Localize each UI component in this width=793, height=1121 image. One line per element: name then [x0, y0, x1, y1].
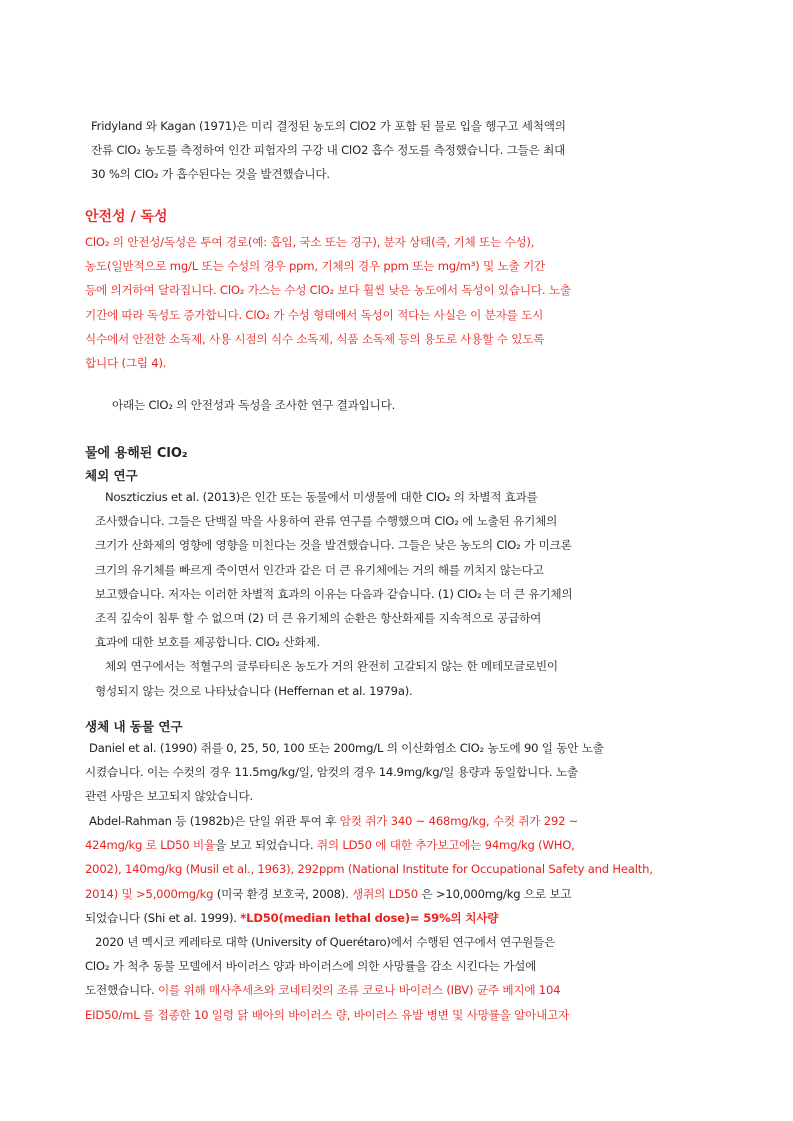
text-run: (미국 환경 보호국, 2008). — [213, 886, 353, 901]
text-line: EID50/mL 를 접종한 10 일령 닭 배아의 바이러스 량, 바이러스 유발 병변 및 사망률을 알아내고자 — [85, 1007, 570, 1022]
safety-paragraph — [85, 230, 699, 375]
text-line: 조사했습니다. 그들은 단백질 막을 사용하여 관류 연구를 수행했으며 ClO₂ 에 노출된 유기체의 — [95, 514, 558, 529]
text-line: Noszticzius et al. (2013)은 인간 또는 동물에서 미생물에 대한 ClO₂ 의 차별적 효과를 — [105, 490, 538, 504]
text-line: 조직 깊숙이 침투 할 수 없으며 (2) 더 큰 유기체의 순환은 항산화제를 지속적으로 공급하여 — [95, 611, 542, 626]
text-run: 을 보고 되었습니다. — [214, 838, 317, 853]
text-line: 크기가 산화제의 영향에 영향을 미친다는 것을 발견했습니다. 그들은 낮은 농도의 ClO₂ 가 미크론 — [95, 538, 572, 553]
in-vitro-paragraph — [85, 485, 699, 703]
text-line: 보고했습니다. 저자는 이러한 차별적 효과의 이유는 다음과 같습니다. (1) ClO₂ 는 더 큰 유기체의 — [95, 586, 573, 601]
intro-paragraph — [85, 114, 699, 187]
text-run: Abdel-Rahman 등 (1982b)은 단일 위관 투여 후 — [89, 814, 340, 828]
text-line: ClO₂ 의 안전성/독성은 투여 경로(예: 흡입, 국소 또는 경구), 분자 상태(즉, 기체 또는 수성), — [85, 235, 535, 249]
text-line: 등에 의거하여 달라집니다. ClO₂ 가스는 수성 ClO₂ 보다 훨씬 낮은 농도에서 독성이 있습니다. 노출 — [85, 283, 571, 298]
text-line: 관련 사망은 보고되지 않았습니다. — [85, 789, 253, 804]
text-run: 되었습니다 (Shi et al. 1999). — [85, 910, 241, 925]
text-line: 식수에서 안전한 소독제, 사용 시점의 식수 소독제, 식품 소독제 등의 용도로 사용할 수 있도록 — [85, 331, 545, 346]
highlighted-text: 424mg/kg 로 LD50 비율 — [85, 838, 215, 853]
text-line — [85, 978, 699, 1002]
highlighted-text: 쥐의 LD50 에 대한 추가보고에는 94mg/kg (WHO, — [316, 838, 575, 853]
results-intro — [112, 393, 692, 417]
queretaro-paragraph — [85, 930, 699, 1027]
text-line: 2002), 140mg/kg (Musil et al., 1963), 292ppm (National Institute for Occupational Safety and Health, — [85, 862, 653, 877]
text-line: 기간에 따라 독성도 증가합니다. ClO₂ 가 수성 형태에서 독성이 적다는 사실은 이 분자를 도시 — [85, 307, 544, 322]
ld50-paragraph — [85, 809, 699, 930]
safety-toxicity-heading: 안전성 / 독성 — [85, 209, 168, 225]
text-line: 합니다 (그림 4). — [85, 356, 167, 371]
text-line: 아래는 ClO₂ 의 안전성과 독성을 조사한 연구 결과입니다. — [112, 398, 396, 412]
text-run: 도전했습니다. — [85, 983, 158, 998]
text-line: Daniel et al. (1990) 쥐를 0, 25, 50, 100 또는 200mg/L 의 이산화염소 ClO₂ 농도에 90 일 동안 노출 — [89, 741, 604, 755]
text-line: 크기의 유기체를 빠르게 죽이면서 인간과 같은 더 큰 유기체에는 거의 해를 끼치지 않는다고 — [95, 562, 544, 577]
text-line: 형성되지 않는 것으로 나타났습니다 (Heffernan et al. 1979a). — [95, 683, 413, 698]
in-vitro-heading: 체외 연구 — [85, 468, 138, 483]
highlighted-text: 2014) 및 >5,000mg/kg — [85, 886, 214, 901]
highlighted-text: 암컷 쥐가 340 ~ 468mg/kg, 수컷 쥐가 292 ~ — [339, 814, 579, 828]
highlighted-text: 생쥐의 LD50 — [352, 886, 418, 901]
ld50-definition: *LD50(median lethal dose)= 59%의 치사량 — [240, 910, 499, 925]
text-line — [85, 833, 699, 857]
in-vivo-heading: 생체 내 동물 연구 — [85, 719, 183, 734]
text-line — [85, 809, 699, 833]
text-line — [85, 906, 699, 930]
text-line: 시켰습니다. 이는 수컷의 경우 11.5mg/kg/일, 암컷의 경우 14.9mg/kg/일 용량과 동일합니다. 노출 — [85, 765, 579, 780]
text-line: 효과에 대한 보호를 제공합니다. ClO₂ 산화제. — [95, 635, 320, 650]
text-run: 은 >10,000mg/kg 으로 보고 — [417, 886, 572, 901]
text-line: 잔류 ClO₂ 농도를 측정하여 인간 피험자의 구강 내 ClO2 흡수 정도를 측정했습니다. 그들은 최대 — [91, 143, 566, 158]
text-line — [85, 882, 699, 906]
daniel-paragraph — [85, 736, 699, 809]
text-line: Fridyland 와 Kagan (1971)은 미리 결정된 농도의 ClO2 가 포함 된 물로 입을 헹구고 세척액의 — [91, 119, 566, 133]
dissolved-water-heading: 물에 용해된 ClO₂ — [85, 446, 188, 461]
text-line: 체외 연구에서는 적혈구의 글루타티온 농도가 거의 완전히 고갈되지 않는 한 메테모글로빈이 — [105, 659, 558, 674]
highlighted-text: 이를 위해 매사추세츠와 코네티컷의 조류 코로나 바이러스 (IBV) 균주 베지에 104 — [157, 983, 561, 998]
text-line: 농도(일반적으로 mg/L 또는 수성의 경우 ppm, 기체의 경우 ppm 또는 mg/m³) 및 노출 기간 — [85, 259, 545, 274]
text-line: 2020 년 멕시코 케레타로 대학 (University of Querétaro)에서 수행된 연구에서 연구원들은 — [95, 935, 556, 949]
text-line: 30 %의 ClO₂ 가 흡수된다는 것을 발견했습니다. — [91, 167, 330, 182]
text-line: ClO₂ 가 척추 동물 모델에서 바이러스 양과 바이러스에 의한 사망률을 감소 시킨다는 가설에 — [85, 959, 537, 974]
